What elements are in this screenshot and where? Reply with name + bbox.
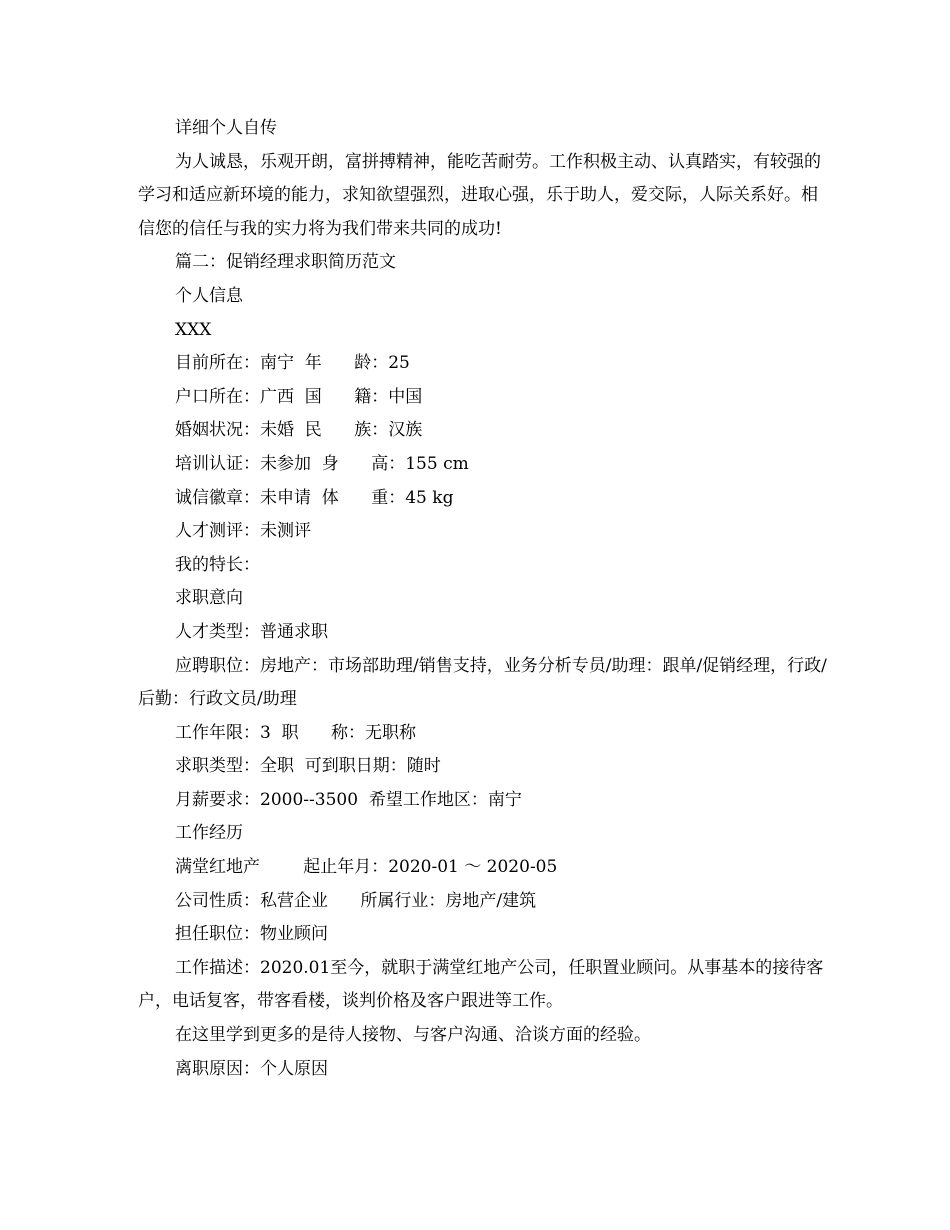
experience-company-nature: 公司性质：私营企业 所属行业：房地产/建筑 — [175, 890, 537, 911]
info-marital-ethnicity: 婚姻状况：未婚 民 族：汉族 — [175, 420, 423, 441]
leave-reason: 离职原因：个人原因 — [175, 1058, 328, 1079]
autobiography-paragraph: 为人诚恳，乐观开朗，富拼搏精神，能吃苦耐劳。工作积极主动、认真踏实，有较强的学习和适应新环境的能力，求知欲望强烈，进取心强，乐于助人，爱交际，人际关系好。相信您的信任与我的实力将为我们带来共同的成功! — [138, 151, 821, 239]
autobiography-heading: 详细个人自传 — [175, 118, 277, 138]
work-experience-heading: 工作经历 — [175, 823, 243, 844]
document-body — [138, 112, 828, 1086]
info-hukou-nationality: 户口所在：广西 国 籍：中国 — [175, 386, 423, 407]
personal-info-heading: 个人信息 — [175, 285, 243, 306]
applied-position: 应聘职位：房地产：市场部助理/销售支持，业务分析专员/助理：跟单/促销经理，行政/后勤：行政文员/助理 — [138, 655, 827, 710]
intention-years-title: 工作年限：3 职 称：无职称 — [175, 722, 417, 743]
info-specialties: 我的特长： — [175, 554, 260, 575]
chapter-heading: 篇二：促销经理求职简历范文 — [175, 252, 396, 273]
info-training-height: 培训认证：未参加 身 高：155 cm — [175, 453, 469, 474]
candidate-name: XXX — [175, 319, 212, 340]
info-credit-weight: 诚信徽章：未申请 体 重：45 kg — [175, 487, 454, 508]
job-intention-heading: 求职意向 — [175, 588, 243, 609]
experience-position: 担任职位：物业顾问 — [175, 924, 328, 945]
job-description: 工作描述：2020.01至今，就职于满堂红地产公司，任职置业顾问。从事基本的接待客户，电话复客，带客看楼，谈判价格及客户跟进等工作。 — [138, 957, 824, 1012]
info-talent-assessment: 人才测评：未测评 — [175, 521, 311, 542]
intention-salary-region: 月薪要求：2000--3500 希望工作地区：南宁 — [175, 789, 522, 810]
intention-type-start: 求职类型：全职 可到职日期：随时 — [175, 756, 441, 777]
info-current-location-age: 目前所在：南宁 年 龄：25 — [175, 353, 410, 374]
experience-company-period: 满堂红地产 起止年月：2020-01 ～ 2020-05 — [175, 857, 558, 878]
talent-type: 人才类型：普通求职 — [175, 621, 328, 642]
learned-experience: 在这里学到更多的是待人接物、与客户沟通、洽谈方面的经验。 — [175, 1025, 651, 1046]
